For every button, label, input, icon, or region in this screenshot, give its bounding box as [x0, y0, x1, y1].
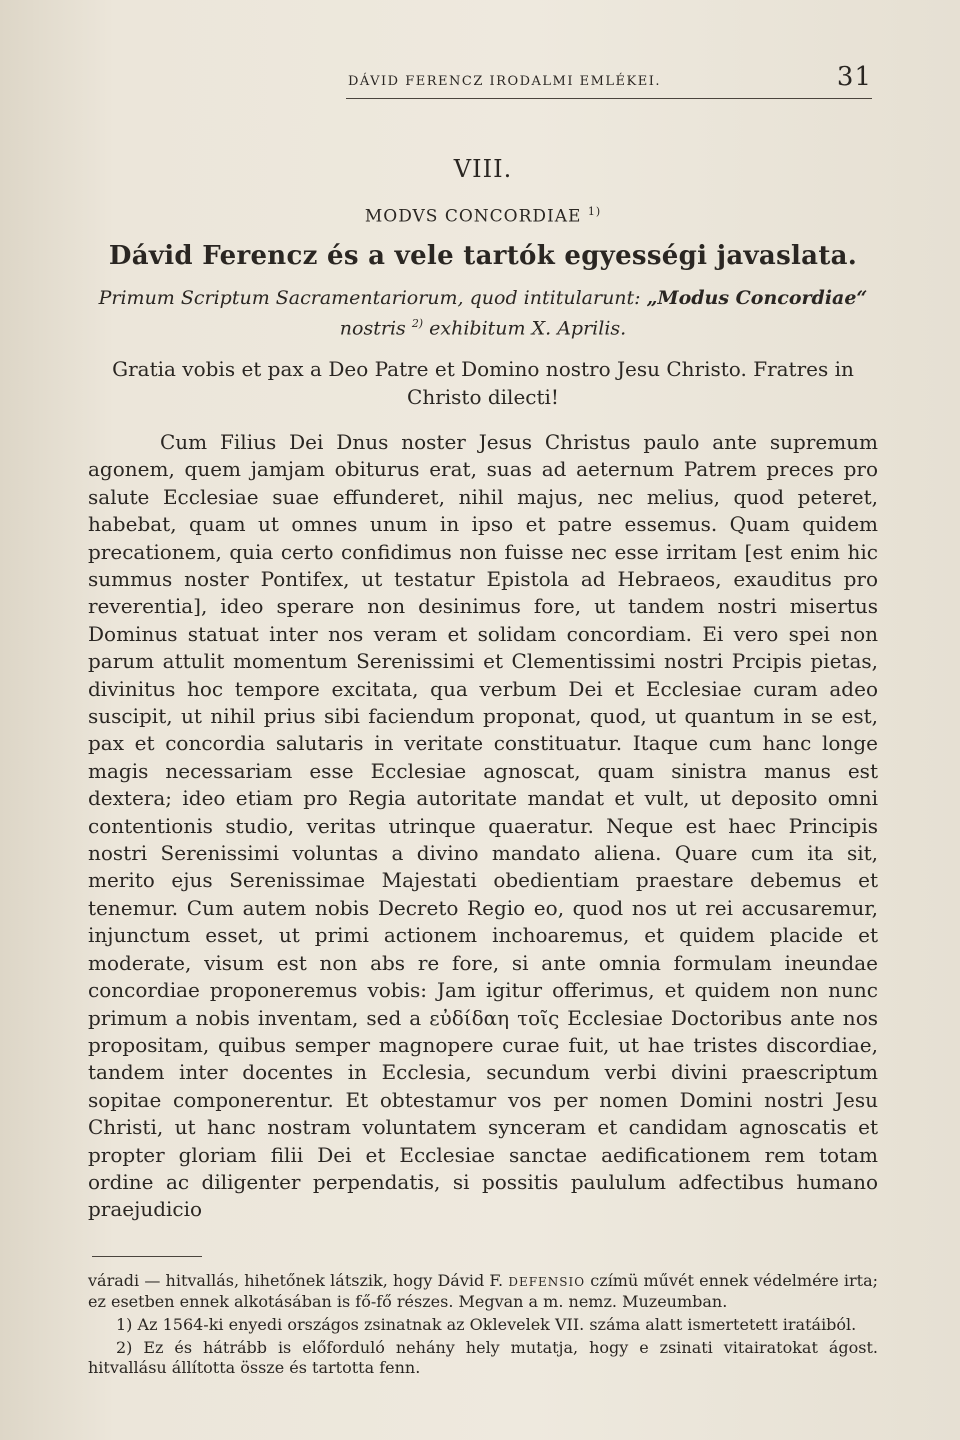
footnote-1: [88, 1315, 878, 1335]
footnote-ref-1: 1): [587, 205, 602, 218]
section-subheading: [88, 205, 878, 227]
footnote-continuation-text-2: czímü művét ennek védelmére irta; ez esetben ennek alkotásában is fő-fő részes. Megvan a m. nemz. Muzeumban.: [88, 1270, 878, 1311]
header-rule: [346, 98, 872, 99]
intro-text-before: Primum Scriptum Sacramentariorum, quod intitularunt:: [98, 286, 647, 309]
footnote-ref-2: 2): [411, 316, 424, 330]
footnote-1-mark: 1): [116, 1314, 133, 1334]
footnote-rule: [92, 1256, 202, 1257]
running-head-title: DÁVID FERENCZ IRODALMI EMLÉKEI.: [348, 74, 662, 89]
subheading-text: MODVS CONCORDIAE: [364, 206, 582, 227]
footnote-2: [88, 1338, 878, 1378]
running-head: [88, 62, 878, 92]
section-title: Dávid Ferencz és a vele tartók egyességi javaslata.: [108, 240, 858, 271]
footnote-2-mark: 2): [116, 1337, 133, 1357]
footnote-1-text: Az 1564-ki enyedi országos zsinatnak az Oklevelek VII. száma alatt ismertetett iratáiból.: [132, 1314, 857, 1334]
intro-line: [88, 285, 878, 341]
body-paragraph: Cum Filius Dei Dnus noster Jesus Christus paulo ante supremum agonem, quem jamjam obiturus erat, suas ad aeternum Patrem preces pro salute Ecclesiae suae effunderet, nihil majus, nec melius, quod peteret, habebat, quam ut omnes unum in ipso et patre essemus. Quam quidem precationem, quia certo confidimus non fuisse nec esse irritam [est enim hic summus noster Pontifex, ut testatur Epistola ad Hebraeos, exauditus pro reverentia], ideo sperare non desinimus fore, ut tandem nostri misertus Dominus statuat inter nos veram et solidam concordiam. Ei vero spei non parum attulit momentum Serenissimi et Clementissimi nostri Prcipis pietas, divinitus hoc tempore excitata, qua verbum Dei et Ecclesiae curam adeo suscipit, ut nihil prius sibi faciendum proponat, quod, ut quantum in se est, pax et concordia salutaris in veritate constituatur. Itaque cum hanc longe magis necessariam esse Ecclesiae agnoscat, quam sinistra manus est dextera; ideo etiam pro Regia autoritate mandat et vult, ut deposito omni contentionis studio, veritas utrinque quaeratur. Neque est haec Principis nostri Serenissimi voluntas a divino mandato aliena. Quare cum ita sit, merito ejus Serenissimae Majestati obedientiam praestare debemus et tenemur. Cum autem nobis Decreto Regio eo, quod nos ut rei accusaremur, injunctum esset, ut primi actionem inchoaremus, et quidem placide et moderate, visum est non abs re fore, si ante omnia formulam ineundae concordiae proponeremus vobis: Jam igitur offerimus, et quidem non nunc primum a nobis inventam, sed a εὐδίδαη τοῖς Ecclesiae Doctoribus ante nos propositam, quibus semper magnopere curae fuit, ut hae tristes discordiae, tandem inter docentes in Ecclesia, secundum verbi divini praescriptum sopitae componerentur. Et obtestamur vos per nomen Domini nostri Jesu Christi, ut hanc nostram voluntatem synceram et candidam agnoscatis et propter gloriam filii Dei et Ecclesiae sanctae aedificationem rem totam ordine ac diligenter perpendatis, si possitis paululum adfectibus humano praejudicio: [88, 429, 878, 1222]
section-number: VIII.: [453, 155, 513, 183]
footnote-2-text: Ez és hátrább is előforduló nehány hely mutatja, hogy e zsinati vitairatokat ágost. hitvallásu állította össze és tartotta fenn.: [88, 1337, 878, 1377]
intro-text-after-1: nostris: [339, 316, 412, 339]
intro-bold-title: „Modus Concordiae“: [646, 286, 868, 309]
footnotes: [88, 1271, 878, 1378]
footnote-continuation-text-1: váradi — hitvallás, hihetőnek látszik, hogy Dávid F.: [88, 1270, 509, 1290]
footnote-continuation: [88, 1271, 878, 1312]
page-number: 31: [836, 62, 872, 92]
greeting: Gratia vobis et pax a Deo Patre et Domino nostro Jesu Christo. Fratres in Christo dilecti!: [112, 356, 854, 409]
footnote-defensio: DEFENSIO: [508, 1274, 586, 1289]
intro-text-after-2: exhibitum X. Aprilis.: [423, 316, 627, 339]
